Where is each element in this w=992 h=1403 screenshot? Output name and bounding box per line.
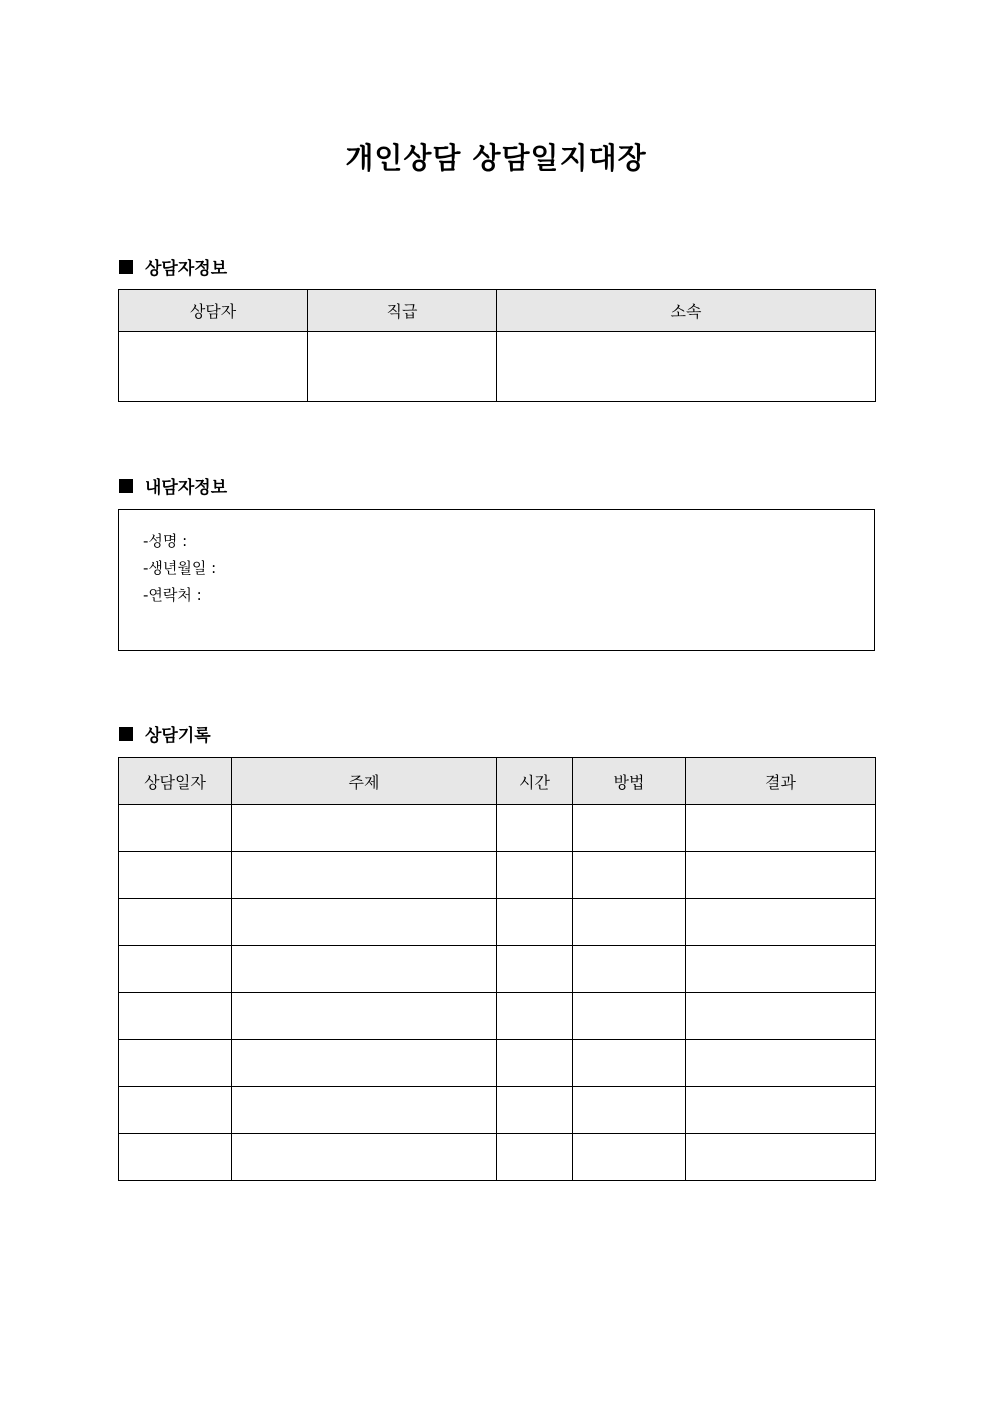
table-row (119, 1087, 876, 1134)
record-time-cell[interactable] (497, 1134, 573, 1181)
record-date-cell[interactable] (119, 805, 232, 852)
record-topic-cell[interactable] (232, 946, 497, 993)
client-info-box (118, 509, 875, 651)
record-time-cell[interactable] (497, 805, 573, 852)
client-section-heading (119, 473, 227, 498)
record-method-cell[interactable] (573, 852, 686, 899)
record-result-cell[interactable] (686, 1040, 876, 1087)
counselor-position-cell[interactable] (308, 332, 497, 402)
table-row (119, 1134, 876, 1181)
square-bullet-icon (119, 260, 133, 274)
square-bullet-icon (119, 727, 133, 741)
record-topic-cell[interactable] (232, 993, 497, 1040)
client-contact-label: -연락처 : (143, 586, 202, 604)
counseling-record-table (118, 757, 876, 1181)
table-row (119, 899, 876, 946)
record-rows (119, 805, 876, 1181)
record-date-cell[interactable] (119, 1040, 232, 1087)
record-result-cell[interactable] (686, 946, 876, 993)
counselor-affiliation-cell[interactable] (497, 332, 876, 402)
table-row (119, 993, 876, 1040)
header-counselor: 상담자 (119, 290, 308, 332)
client-name-field[interactable] (143, 530, 187, 551)
counselor-section-title: 상담자정보 (145, 259, 228, 279)
header-result: 결과 (686, 758, 876, 805)
record-time-cell[interactable] (497, 946, 573, 993)
header-affiliation: 소속 (497, 290, 876, 332)
record-time-cell[interactable] (497, 1040, 573, 1087)
record-time-cell[interactable] (497, 993, 573, 1040)
table-row (119, 332, 876, 402)
header-method: 방법 (573, 758, 686, 805)
record-result-cell[interactable] (686, 1134, 876, 1181)
table-header-row (119, 758, 876, 805)
record-date-cell[interactable] (119, 993, 232, 1040)
client-name-label: -성명 : (143, 532, 188, 550)
record-method-cell[interactable] (573, 1134, 686, 1181)
record-method-cell[interactable] (573, 805, 686, 852)
record-result-cell[interactable] (686, 852, 876, 899)
record-section-title: 상담기록 (145, 726, 211, 746)
record-topic-cell[interactable] (232, 899, 497, 946)
record-time-cell[interactable] (497, 1087, 573, 1134)
table-row (119, 852, 876, 899)
record-method-cell[interactable] (573, 946, 686, 993)
record-result-cell[interactable] (686, 993, 876, 1040)
client-section-title: 내담자정보 (145, 478, 228, 498)
record-date-cell[interactable] (119, 852, 232, 899)
record-topic-cell[interactable] (232, 852, 497, 899)
record-result-cell[interactable] (686, 805, 876, 852)
client-contact-field[interactable] (143, 584, 202, 605)
record-time-cell[interactable] (497, 899, 573, 946)
record-result-cell[interactable] (686, 1087, 876, 1134)
header-time: 시간 (497, 758, 573, 805)
record-method-cell[interactable] (573, 899, 686, 946)
record-method-cell[interactable] (573, 1040, 686, 1087)
counselor-info-table (118, 289, 876, 402)
table-row (119, 805, 876, 852)
page-title: 개인상담 상담일지대장 (345, 141, 647, 175)
counselor-section-heading (119, 254, 227, 279)
record-topic-cell[interactable] (232, 1087, 497, 1134)
record-date-cell[interactable] (119, 1134, 232, 1181)
record-date-cell[interactable] (119, 1087, 232, 1134)
record-time-cell[interactable] (497, 852, 573, 899)
header-topic: 주제 (232, 758, 497, 805)
record-method-cell[interactable] (573, 1087, 686, 1134)
header-date: 상담일자 (119, 758, 232, 805)
table-header-row (119, 290, 876, 332)
record-method-cell[interactable] (573, 993, 686, 1040)
client-birthdate-label: -생년월일 : (143, 559, 217, 577)
square-bullet-icon (119, 479, 133, 493)
record-topic-cell[interactable] (232, 1040, 497, 1087)
counselor-name-cell[interactable] (119, 332, 308, 402)
table-row (119, 1040, 876, 1087)
client-birthdate-field[interactable] (143, 557, 216, 578)
record-topic-cell[interactable] (232, 805, 497, 852)
record-section-heading (119, 721, 211, 746)
record-result-cell[interactable] (686, 899, 876, 946)
record-date-cell[interactable] (119, 899, 232, 946)
record-topic-cell[interactable] (232, 1134, 497, 1181)
header-position: 직급 (308, 290, 497, 332)
table-row (119, 946, 876, 993)
record-date-cell[interactable] (119, 946, 232, 993)
